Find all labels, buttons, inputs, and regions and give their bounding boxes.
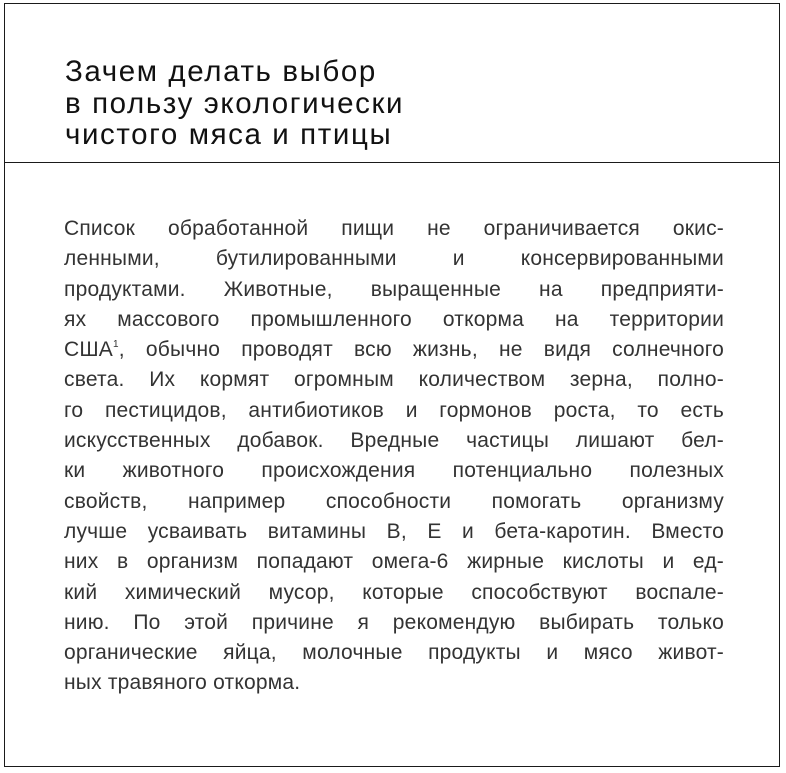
text-line: свойств, например способности помогать организму: [64, 489, 724, 513]
text-line: Список обработанной пищи не ограничивается окис-: [64, 217, 724, 240]
text-fragment: США: [64, 338, 114, 362]
title-line: Зачем делать выбор: [65, 55, 377, 88]
text-line: продуктами. Животные, выращенные на предприяти-: [64, 277, 724, 301]
text-line: органические яйца, молочные продукты и мясо живот-: [64, 641, 724, 665]
text-line: лучше усваивать витамины В, Е и бета-каротин. Вместо: [64, 519, 724, 543]
text-line: ях массового промышленного откорма на территории: [64, 307, 724, 331]
text-fragment: , обычно проводят всю жизнь, не видя солнечного: [118, 338, 724, 362]
text-line: них в организм попадают омега-6 жирные кислоты и ед-: [64, 550, 724, 574]
text-line: го пестицидов, антибиотиков и гормонов роста, то есть: [64, 398, 724, 422]
title-line: чистого мяса и птицы: [65, 118, 393, 151]
text-line: света. Их кормят огромным количеством зерна, полно-: [64, 368, 724, 392]
text-line: искусственных добавок. Вредные частицы лишают бел-: [64, 429, 724, 453]
text-line: ленными, бутилированными и консервированными: [64, 247, 724, 271]
text-line: [64, 335, 724, 365]
text-line: ных травяного откорма.: [64, 671, 301, 695]
text-line: кий химический мусор, которые способствуют воспале-: [64, 580, 724, 604]
box-header: [5, 4, 779, 163]
section-title: [65, 56, 404, 151]
text-line: нию. По этой причине я рекомендую выбирать только: [64, 610, 724, 634]
title-line: в пользу экологически: [65, 86, 405, 120]
body-paragraph: [64, 214, 724, 699]
sidebar-box: [4, 3, 780, 767]
footnote-marker[interactable]: 1: [113, 339, 119, 351]
text-line: ки животного происхождения потенциально полезных: [64, 459, 724, 483]
